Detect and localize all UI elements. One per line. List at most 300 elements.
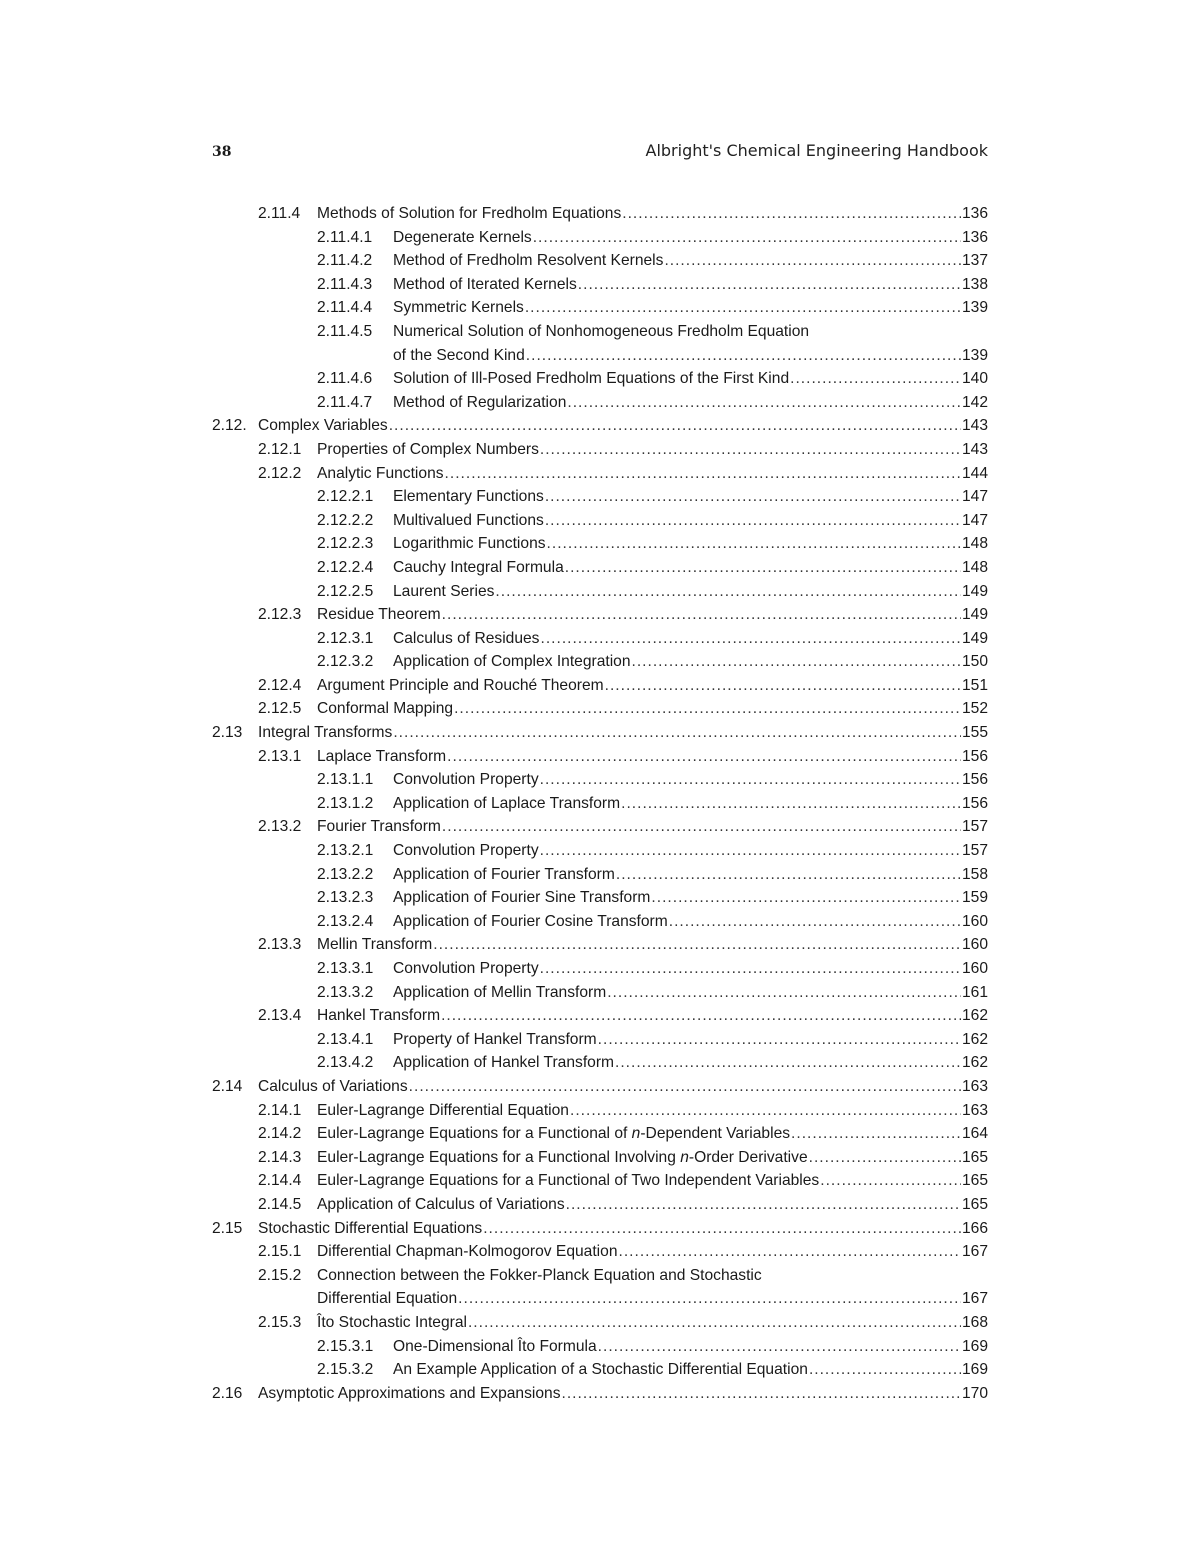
toc-title-continuation: of the Second Kind: [393, 346, 525, 364]
toc-line: [393, 367, 988, 391]
toc-line: [317, 697, 988, 721]
toc-title: Application of Calculus of Variations: [317, 1195, 565, 1213]
toc-page-number: 138: [961, 275, 988, 293]
toc-page-number: 155: [961, 724, 988, 742]
toc-section-number: 2.14: [212, 1077, 243, 1095]
dot-leader: [598, 1028, 961, 1052]
toc-entry[interactable]: [212, 886, 988, 910]
toc-title: Fourier Transform: [317, 818, 441, 836]
toc-title: Euler-Lagrange Equations for a Functional of n-Dependent Variables: [317, 1125, 791, 1143]
dot-leader: [565, 556, 961, 580]
toc-entry[interactable]: [212, 1122, 988, 1146]
toc-line: [393, 981, 988, 1005]
toc-page-number: 160: [961, 912, 988, 930]
toc-entry[interactable]: [212, 1146, 988, 1170]
toc-line: [393, 839, 988, 863]
dot-leader: [445, 462, 961, 486]
toc-section-number: 2.11.4.5: [317, 322, 373, 340]
toc-entry[interactable]: [212, 1051, 988, 1075]
toc-line: [393, 957, 988, 981]
dot-leader: [526, 344, 961, 368]
toc-section-number: 2.13.2.4: [317, 912, 374, 930]
toc-title: Application of Complex Integration: [393, 653, 631, 671]
toc-entry[interactable]: [212, 273, 988, 297]
toc-title: One-Dimensional Îto Formula: [393, 1337, 597, 1355]
toc-line: [393, 886, 988, 910]
toc-line: [258, 1217, 988, 1241]
toc-line: [317, 1146, 988, 1170]
toc-line: [393, 580, 988, 604]
toc-section-number: 2.13.3.1: [317, 960, 374, 977]
toc-line: [258, 721, 988, 745]
toc-page-number: 157: [961, 818, 988, 836]
toc-section-number: 2.11.4.6: [317, 370, 373, 388]
dot-leader: [809, 1146, 961, 1170]
dot-leader: [442, 815, 961, 839]
toc-entry[interactable]: [212, 1217, 988, 1241]
toc-page-number: 136: [961, 228, 988, 246]
dot-leader: [598, 1335, 961, 1359]
toc-line: [317, 202, 988, 226]
toc-entry[interactable]: [212, 532, 988, 556]
toc-line: [258, 414, 988, 438]
dot-leader: [791, 1122, 961, 1146]
dot-leader: [433, 933, 961, 957]
dot-leader: [393, 721, 961, 745]
toc-page-number: 149: [961, 629, 988, 647]
toc-line: [393, 1335, 988, 1359]
toc-page-number: 160: [961, 960, 988, 977]
toc-page-number: 148: [961, 558, 988, 576]
toc-page-number: 148: [961, 535, 988, 553]
toc-title: Multivalued Functions: [393, 511, 544, 529]
toc-title: Convolution Property: [393, 842, 539, 860]
toc-section-number: 2.16: [212, 1384, 243, 1402]
toc-line: [258, 1382, 988, 1406]
toc-title: Numerical Solution of Nonhomogeneous Fredholm Equation: [393, 322, 810, 340]
toc-page-number: 147: [961, 511, 988, 529]
toc-section-number: 2.12.5: [258, 700, 302, 718]
dot-leader: [809, 1358, 961, 1382]
toc-page-number: 143: [961, 440, 988, 458]
dot-leader: [545, 509, 961, 533]
toc-page-number: 156: [961, 747, 988, 765]
dot-leader: [540, 957, 961, 981]
toc-title: Cauchy Integral Formula: [393, 558, 564, 576]
toc-section-number: 2.13.2.2: [317, 865, 374, 883]
toc-entry[interactable]: [212, 1264, 988, 1311]
running-head: Albright's Chemical Engineering Handbook: [645, 141, 988, 160]
dot-leader: [790, 367, 961, 391]
toc-entry[interactable]: [212, 556, 988, 580]
toc-line: [317, 815, 988, 839]
toc-title: Analytic Functions: [317, 464, 444, 482]
toc-section-number: 2.11.4: [258, 205, 301, 222]
toc-title: Property of Hankel Transform: [393, 1030, 597, 1048]
toc-entry[interactable]: [212, 1028, 988, 1052]
toc-line: [393, 509, 988, 533]
toc-line: [317, 603, 988, 627]
toc-section-number: 2.11.4.7: [317, 393, 373, 411]
toc-title: Euler-Lagrange Differential Equation: [317, 1101, 569, 1119]
toc-line: [317, 1004, 988, 1028]
toc-section-number: 2.15.3: [258, 1313, 302, 1331]
dot-leader: [540, 839, 961, 863]
dot-leader: [622, 202, 961, 226]
toc-entry[interactable]: [212, 839, 988, 863]
toc-section-number: 2.12.: [212, 417, 247, 435]
dot-leader: [389, 414, 961, 438]
toc-section-number: 2.13.4.2: [317, 1054, 374, 1072]
toc-entry[interactable]: [212, 674, 988, 698]
toc-section-number: 2.11.4.4: [317, 299, 373, 317]
toc-entry[interactable]: [212, 1382, 988, 1406]
dot-leader: [540, 438, 961, 462]
toc-entry[interactable]: [212, 391, 988, 415]
toc-section-number: 2.12.2: [258, 464, 302, 482]
dot-leader: [632, 650, 961, 674]
toc-title: Application of Hankel Transform: [393, 1054, 615, 1072]
toc-section-number: 2.12.2.1: [317, 488, 374, 506]
toc-section-number: 2.15: [212, 1219, 243, 1237]
toc-section-number: 2.14.1: [258, 1101, 302, 1119]
dot-leader: [468, 1311, 961, 1335]
dot-leader: [566, 1193, 961, 1217]
dot-leader: [567, 391, 961, 415]
toc-title: Elementary Functions: [393, 488, 544, 506]
toc-entry[interactable]: [212, 367, 988, 391]
toc-line: [317, 462, 988, 486]
toc-page-number: 156: [961, 771, 988, 789]
toc-entry[interactable]: [212, 1099, 988, 1123]
toc-entry[interactable]: [212, 1169, 988, 1193]
toc-line: [393, 226, 988, 250]
toc-line: [393, 1028, 988, 1052]
toc-line: [317, 1169, 988, 1193]
toc-title: Properties of Complex Numbers: [317, 440, 539, 458]
toc-title: Method of Fredholm Resolvent Kernels: [393, 252, 664, 270]
toc-line: [393, 1051, 988, 1075]
toc-entry[interactable]: [212, 438, 988, 462]
toc-page-number: 158: [961, 865, 988, 883]
toc-entry[interactable]: [212, 1004, 988, 1028]
toc-page-number: 152: [961, 700, 988, 718]
toc-line: [393, 391, 988, 415]
toc-title: Connection between the Fokker-Planck Equation and Stochastic: [317, 1266, 762, 1284]
toc-page-number: 139: [961, 346, 988, 364]
toc-entry[interactable]: [212, 627, 988, 651]
toc-section-number: 2.14.2: [258, 1125, 302, 1143]
dot-leader: [607, 981, 961, 1005]
toc-entry[interactable]: [212, 910, 988, 934]
toc-page-number: 137: [961, 252, 988, 270]
toc-entry[interactable]: [212, 745, 988, 769]
toc-entry[interactable]: [212, 981, 988, 1005]
toc-section-number: 2.15.3.1: [317, 1337, 374, 1355]
toc-line: [393, 768, 988, 792]
toc-title-continuation-line: [393, 344, 988, 368]
toc-line: [393, 273, 988, 297]
toc-title: Îto Stochastic Integral: [317, 1313, 467, 1331]
toc-section-number: 2.12.2.4: [317, 558, 374, 576]
toc-entry[interactable]: [212, 226, 988, 250]
toc-title: An Example Application of a Stochastic Differential Equation: [393, 1361, 808, 1379]
dot-leader: [495, 580, 961, 604]
toc-page-number: 136: [961, 205, 988, 222]
toc-title: Argument Principle and Rouché Theorem: [317, 676, 604, 694]
toc-entry[interactable]: [212, 580, 988, 604]
toc-entry[interactable]: [212, 462, 988, 486]
toc-line: [393, 910, 988, 934]
toc-page-number: 163: [961, 1077, 988, 1095]
toc-section-number: 2.13: [212, 724, 243, 742]
toc-entry[interactable]: [212, 957, 988, 981]
toc-entry[interactable]: [212, 603, 988, 627]
toc-section-number: 2.14.3: [258, 1148, 302, 1166]
toc-section-number: 2.12.2.2: [317, 511, 374, 529]
toc-title: Degenerate Kernels: [393, 228, 532, 246]
toc-line: [393, 532, 988, 556]
toc-line: [393, 249, 988, 273]
dot-leader: [540, 627, 960, 651]
toc-page-number: 156: [961, 794, 988, 812]
toc-line: [317, 1240, 988, 1264]
dot-leader: [540, 768, 961, 792]
toc-page-number: 149: [961, 606, 988, 624]
toc-section-number: 2.11.4.2: [317, 252, 373, 270]
toc-page-number: 169: [961, 1337, 988, 1355]
toc-entry[interactable]: [212, 863, 988, 887]
toc-line: [317, 933, 988, 957]
toc-title: Convolution Property: [393, 771, 539, 789]
toc-page-number: 151: [961, 676, 988, 694]
toc-line: [317, 1193, 988, 1217]
table-of-contents: [212, 202, 988, 1405]
toc-title: Laplace Transform: [317, 747, 447, 765]
toc-page-number: 163: [961, 1101, 988, 1119]
toc-title: Residue Theorem: [317, 606, 441, 624]
toc-title: Application of Laplace Transform: [393, 794, 621, 812]
toc-page-number: 165: [961, 1148, 988, 1166]
toc-line: [317, 1099, 988, 1123]
toc-entry[interactable]: [212, 815, 988, 839]
toc-title: Application of Fourier Sine Transform: [393, 889, 651, 907]
toc-section-number: 2.12.2.5: [317, 582, 374, 600]
toc-line: [393, 485, 988, 509]
toc-title: Solution of Ill-Posed Fredholm Equations of the First Kind: [393, 370, 790, 388]
toc-section-number: 2.12.2.3: [317, 535, 374, 553]
toc-entry[interactable]: [212, 509, 988, 533]
toc-entry[interactable]: [212, 414, 988, 438]
toc-entry[interactable]: [212, 202, 988, 226]
dot-leader: [458, 1287, 961, 1311]
toc-section-number: 2.13.4: [258, 1007, 302, 1025]
toc-page-number: 150: [961, 653, 988, 671]
toc-page-number: 140: [961, 370, 988, 388]
toc-page-number: 164: [961, 1125, 988, 1143]
dot-leader: [616, 863, 961, 887]
toc-title: Stochastic Differential Equations: [258, 1219, 483, 1237]
toc-section-number: 2.13.2: [258, 818, 302, 836]
toc-entry[interactable]: [212, 249, 988, 273]
toc-entry[interactable]: [212, 697, 988, 721]
toc-page-number: 159: [961, 889, 988, 907]
toc-section-number: 2.13.2.3: [317, 889, 374, 907]
toc-line: [317, 674, 988, 698]
toc-title: Mellin Transform: [317, 936, 433, 954]
toc-page-number: 167: [961, 1290, 988, 1308]
toc-title: Calculus of Residues: [393, 629, 540, 647]
toc-page-number: 139: [961, 299, 988, 317]
toc-section-number: 2.12.3.2: [317, 653, 374, 671]
toc-title: Logarithmic Functions: [393, 535, 546, 553]
toc-title: Integral Transforms: [258, 724, 393, 742]
toc-page-number: 165: [961, 1195, 988, 1213]
dot-leader: [615, 1051, 961, 1075]
toc-section-number: 2.14.4: [258, 1172, 302, 1190]
toc-page-number: 147: [961, 488, 988, 506]
dot-leader: [441, 1004, 961, 1028]
dot-leader: [442, 603, 961, 627]
toc-title: Methods of Solution for Fredholm Equations: [317, 205, 622, 222]
toc-entry[interactable]: [212, 1358, 988, 1382]
toc-entry[interactable]: [212, 296, 988, 320]
toc-title: Differential Chapman-Kolmogorov Equation: [317, 1243, 618, 1261]
dot-leader: [533, 226, 961, 250]
dot-leader: [409, 1075, 961, 1099]
dot-leader: [562, 1382, 961, 1406]
toc-section-number: 2.13.2.1: [317, 842, 374, 860]
toc-line: [317, 1122, 988, 1146]
toc-title: Convolution Property: [393, 960, 539, 977]
toc-title: Calculus of Variations: [258, 1077, 408, 1095]
toc-page-number: 162: [961, 1030, 988, 1048]
toc-page-number: 142: [961, 393, 988, 411]
toc-page-number: 170: [961, 1384, 988, 1402]
dot-leader: [570, 1099, 961, 1123]
toc-page-number: 167: [961, 1243, 988, 1261]
toc-title: Laurent Series: [393, 582, 495, 600]
dot-leader: [483, 1217, 961, 1241]
toc-page-number: 161: [961, 983, 988, 1001]
toc-title: Application of Fourier Cosine Transform: [393, 912, 668, 930]
toc-section-number: 2.13.1.2: [317, 794, 374, 812]
toc-page-number: 157: [961, 842, 988, 860]
toc-line: [393, 296, 988, 320]
dot-leader: [545, 485, 961, 509]
toc-title: Application of Mellin Transform: [393, 983, 607, 1001]
toc-page-number: 160: [961, 936, 988, 954]
toc-entry[interactable]: [212, 721, 988, 745]
toc-line: [317, 745, 988, 769]
toc-title: Euler-Lagrange Equations for a Functional Involving n-Order Derivative: [317, 1148, 808, 1166]
toc-title: Method of Regularization: [393, 393, 567, 411]
dot-leader: [447, 745, 961, 769]
dot-leader: [651, 886, 961, 910]
dot-leader: [820, 1169, 961, 1193]
dot-leader: [525, 296, 961, 320]
toc-title: Hankel Transform: [317, 1007, 441, 1025]
dot-leader: [664, 249, 961, 273]
toc-line: [393, 556, 988, 580]
toc-entry[interactable]: [212, 1193, 988, 1217]
toc-section-number: 2.12.3: [258, 606, 302, 624]
toc-title: Complex Variables: [258, 417, 388, 435]
toc-section-number: 2.13.1.1: [317, 771, 374, 789]
toc-entry[interactable]: [212, 1335, 988, 1359]
toc-page-number: 162: [961, 1007, 988, 1025]
toc-section-number: 2.15.3.2: [317, 1361, 374, 1379]
toc-section-number: 2.15.1: [258, 1243, 302, 1261]
toc-title: Symmetric Kernels: [393, 299, 524, 317]
toc-page-number: 162: [961, 1054, 988, 1072]
toc-page-number: 169: [961, 1361, 988, 1379]
dot-leader: [619, 1240, 961, 1264]
toc-title-continuation: Differential Equation: [317, 1290, 458, 1308]
toc-section-number: 2.12.4: [258, 676, 302, 694]
toc-entry[interactable]: [212, 1240, 988, 1264]
toc-page-number: 149: [961, 582, 988, 600]
toc-section-number: 2.13.3: [258, 936, 302, 954]
dot-leader: [454, 697, 961, 721]
toc-page-number: 168: [961, 1313, 988, 1331]
toc-entry[interactable]: [212, 650, 988, 674]
toc-line: [258, 1075, 988, 1099]
toc-page-number: 166: [961, 1219, 988, 1237]
toc-section-number: 2.12.1: [258, 440, 302, 458]
toc-entry[interactable]: [212, 933, 988, 957]
toc-title: Application of Fourier Transform: [393, 865, 615, 883]
toc-entry[interactable]: [212, 320, 988, 367]
toc-line: [393, 627, 988, 651]
toc-page-number: 143: [961, 417, 988, 435]
toc-line: [317, 438, 988, 462]
toc-entry[interactable]: [212, 485, 988, 509]
toc-section-number: 2.14.5: [258, 1195, 302, 1213]
dot-leader: [621, 792, 961, 816]
dot-leader: [547, 532, 961, 556]
toc-entry[interactable]: [212, 1075, 988, 1099]
toc-line: [393, 1358, 988, 1382]
toc-title: Asymptotic Approximations and Expansions: [258, 1384, 561, 1402]
dot-leader: [605, 674, 961, 698]
toc-section-number: 2.13.4.1: [317, 1030, 374, 1048]
dot-leader: [669, 910, 961, 934]
toc-page-number: 144: [961, 464, 988, 482]
toc-section-number: 2.11.4.1: [317, 228, 373, 246]
toc-section-number: 2.13.3.2: [317, 983, 374, 1001]
toc-title-continuation-line: [317, 1287, 988, 1311]
toc-page-number: 165: [961, 1172, 988, 1190]
toc-section-number: 2.12.3.1: [317, 629, 374, 647]
toc-line: [393, 650, 988, 674]
toc-section-number: 2.13.1: [258, 747, 302, 765]
toc-entry[interactable]: [212, 1311, 988, 1335]
toc-section-number: 2.11.4.3: [317, 275, 373, 293]
toc-line: [393, 792, 988, 816]
dot-leader: [578, 273, 961, 297]
toc-line: [317, 1311, 988, 1335]
toc-title: Conformal Mapping: [317, 700, 454, 718]
toc-entry[interactable]: [212, 768, 988, 792]
toc-title: Method of Iterated Kernels: [393, 275, 577, 293]
toc-title: Euler-Lagrange Equations for a Functional of Two Independent Variables: [317, 1172, 820, 1190]
toc-section-number: 2.15.2: [258, 1266, 302, 1284]
page-number: 38: [212, 144, 232, 160]
toc-entry[interactable]: [212, 792, 988, 816]
page-header: [212, 141, 988, 167]
toc-line: [393, 863, 988, 887]
